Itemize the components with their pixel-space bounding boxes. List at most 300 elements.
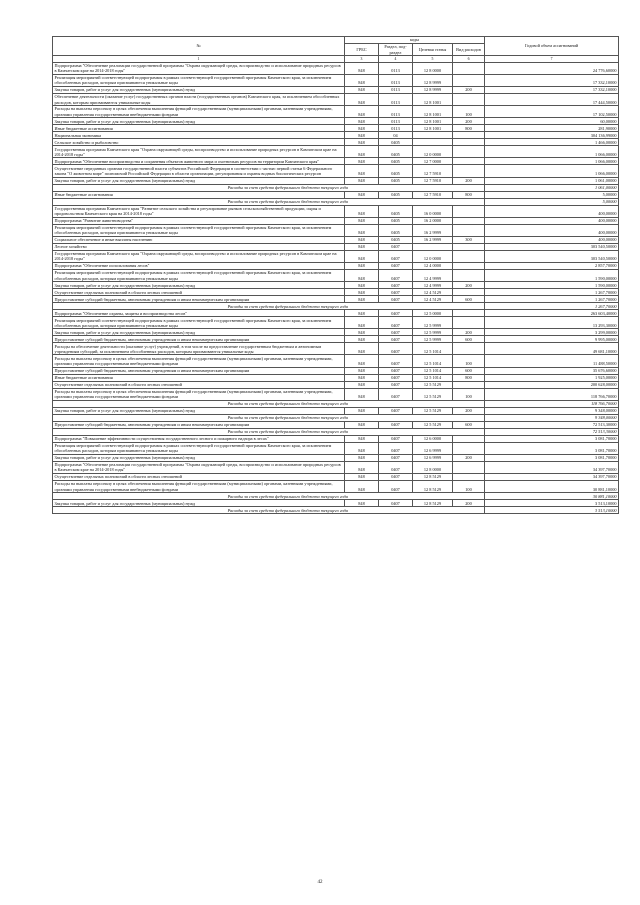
row-razdel: 0407: [379, 282, 413, 289]
row-statya: 12 7 5910: [413, 177, 453, 184]
row-description: Реализация мероприятий соответствующей подпрограммы в рамках соответствующей государственной программы Камчатского края, за исключением обособленных расходов, которым присваиваются уникальные коды: [53, 317, 345, 329]
row-vid: [453, 93, 485, 105]
row-grbs: 848: [345, 442, 379, 454]
row-vid: 800: [453, 191, 485, 198]
row-statya: 12 5 5129: [413, 407, 453, 414]
note-text: Расходы за счет средств федерального бюджета текущего года: [53, 507, 485, 514]
row-statya: 12 5 1014: [413, 343, 453, 355]
row-grbs: 848: [345, 177, 379, 184]
row-description: Закупка товаров, работ и услуг для государственных (муниципальных) нужд: [53, 500, 345, 507]
row-statya: [413, 243, 453, 250]
row-statya: 12 4 5129: [413, 296, 453, 303]
row-grbs: 848: [345, 118, 379, 125]
row-statya: 12 8 0000: [413, 461, 453, 473]
row-statya: [413, 132, 453, 139]
row-vid: 800: [453, 125, 485, 132]
row-vid: 100: [453, 388, 485, 400]
row-vid: 800: [453, 374, 485, 381]
row-razdel: 0407: [379, 310, 413, 317]
column-index: 5: [413, 56, 453, 62]
row-grbs: 848: [345, 329, 379, 336]
table-row: [53, 407, 619, 414]
table-row: [53, 62, 619, 74]
row-description: Подпрограмма "Повышение эффективности осуществления государственного лесного и пожарного надзора в лесах": [53, 435, 345, 442]
row-description: Предоставление субсидий бюджетным, автономным учреждениям и иным некоммерческим организациям: [53, 367, 345, 374]
note-text: Расходы за счет средств федерального бюджета текущего года: [53, 303, 485, 310]
table-body: [53, 62, 619, 514]
row-grbs: 848: [345, 289, 379, 296]
table-row: [53, 263, 619, 270]
row-statya: 12 7 5910: [413, 165, 453, 177]
row-grbs: 848: [345, 374, 379, 381]
row-vid: [453, 310, 485, 317]
row-grbs: 848: [345, 500, 379, 507]
row-description: Реализация мероприятий соответствующей подпрограммы в рамках соответствующей государственной программы Камчатского края, за исключением обособленных расходов, которым присваиваются уникальные коды: [53, 442, 345, 454]
col-header-razdel: Раздел, под-раздел: [379, 43, 413, 55]
table-row: [53, 317, 619, 329]
row-description: Предоставление субсидий бюджетным, автономным учреждениям и иным некоммерческим организациям: [53, 421, 345, 428]
row-statya: [413, 139, 453, 146]
row-grbs: 848: [345, 282, 379, 289]
row-amount: 17 102,50000: [485, 106, 619, 118]
row-amount: 34 397,70000: [485, 474, 619, 481]
row-vid: [453, 289, 485, 296]
table-row: [53, 296, 619, 303]
row-razdel: 0405: [379, 177, 413, 184]
row-description: Иные бюджетные ассигнования: [53, 374, 345, 381]
row-description: Иные бюджетные ассигнования: [53, 125, 345, 132]
row-amount: 35 676,60000: [485, 367, 619, 374]
row-vid: [453, 250, 485, 262]
row-razdel: 0113: [379, 93, 413, 105]
row-razdel: 0407: [379, 481, 413, 493]
row-grbs: 848: [345, 236, 379, 243]
row-vid: 200: [453, 407, 485, 414]
note-amount: 9 348,00000: [485, 414, 619, 421]
row-grbs: 848: [345, 158, 379, 165]
table-row: [53, 367, 619, 374]
row-statya: 12 5 1014: [413, 374, 453, 381]
table-row: [53, 381, 619, 388]
table-row: [53, 461, 619, 473]
row-amount: 400,00000: [485, 217, 619, 224]
row-description: Расходы на выплаты персоналу в целях обеспечения выполнения функций государственными (муниципальными) органами, казенными учреждениями, органами управления государственными внебюджетными фондами: [53, 481, 345, 493]
row-razdel: 0405: [379, 146, 413, 158]
row-amount: 303 540,50000: [485, 243, 619, 250]
row-grbs: 848: [345, 217, 379, 224]
row-vid: [453, 217, 485, 224]
row-grbs: 848: [345, 336, 379, 343]
table-row: [53, 243, 619, 250]
row-grbs: 848: [345, 481, 379, 493]
row-description: Закупка товаров, работ и услуг для государственных (муниципальных) нужд: [53, 407, 345, 414]
col-header-number: №: [53, 37, 345, 56]
row-vid: [453, 132, 485, 139]
row-grbs: 848: [345, 461, 379, 473]
table-row: [53, 388, 619, 400]
row-amount: 30 881,10000: [485, 481, 619, 493]
note-amount: 72 513,30000: [485, 428, 619, 435]
row-statya: 12 4 0000: [413, 263, 453, 270]
row-statya: 12 4 9999: [413, 270, 453, 282]
note-amount: 1 267,70000: [485, 303, 619, 310]
row-grbs: 848: [345, 125, 379, 132]
row-statya: 12 8 1001: [413, 118, 453, 125]
row-description: Государственная программа Камчатского края "Охрана окружающей среды, воспроизводство и использование природных ресурсов в Камчатском крае на 2014-2018 годы": [53, 146, 345, 158]
row-description: Расходы на выплаты персоналу в целях обеспечения выполнения функций государственными (муниципальными) органами, казенными учреждениями, органами управления государственными внебюджетными фондами: [53, 106, 345, 118]
table-row: [53, 217, 619, 224]
table-row: [53, 481, 619, 493]
row-amount: 2 857,70000: [485, 263, 619, 270]
note-text: Расходы за счет средств федерального бюджета текущего года: [53, 198, 485, 205]
row-amount: 400,00000: [485, 224, 619, 236]
row-grbs: 848: [345, 270, 379, 282]
table-row: [53, 106, 619, 118]
row-statya: 12 5 9999: [413, 317, 453, 329]
row-vid: [453, 435, 485, 442]
table-row: [53, 236, 619, 243]
row-description: Закупка товаров, работ и услуг для государственных (муниципальных) нужд: [53, 329, 345, 336]
table-row: [53, 118, 619, 125]
column-index: 6: [453, 56, 485, 62]
row-amount: 60,00000: [485, 118, 619, 125]
row-statya: 12 8 5129: [413, 481, 453, 493]
row-statya: 12 8 1001: [413, 93, 453, 105]
row-description: Закупка товаров, работ и услуг для государственных (муниципальных) нужд: [53, 454, 345, 461]
row-grbs: 848: [345, 250, 379, 262]
row-razdel: 0407: [379, 250, 413, 262]
row-statya: 12 5 1014: [413, 355, 453, 367]
row-vid: [453, 139, 485, 146]
row-grbs: 848: [345, 224, 379, 236]
row-amount: 72 513,30000: [485, 421, 619, 428]
table-row: [53, 270, 619, 282]
row-razdel: 0407: [379, 296, 413, 303]
row-razdel: 0407: [379, 500, 413, 507]
row-vid: 100: [453, 355, 485, 367]
page-number: 42: [317, 880, 323, 885]
row-vid: 100: [453, 106, 485, 118]
row-statya: 12 4 9999: [413, 282, 453, 289]
row-grbs: 848: [345, 407, 379, 414]
row-description: Осуществление отдельных полномочий в области лесных отношений: [53, 289, 345, 296]
row-vid: [453, 205, 485, 217]
row-vid: [453, 165, 485, 177]
row-description: Осуществление отдельных полномочий в области лесных отношений: [53, 381, 345, 388]
note-amount: 3 513,10000: [485, 507, 619, 514]
note-text: Расходы за счет средств федерального бюджета текущего года: [53, 400, 485, 407]
row-description: Расходы на обеспечение деятельности (оказание услуг) учреждений, в том числе на предоставление государственным бюджетным и автономным учреждениям субсидий, за исключением обособленных расходов, которым присваиваются уникальные коды: [53, 343, 345, 355]
row-vid: [453, 74, 485, 86]
row-razdel: 0407: [379, 461, 413, 473]
row-razdel: 0407: [379, 355, 413, 367]
row-amount: 17 444,50000: [485, 93, 619, 105]
row-description: Подпрограмма "Обеспечение реализации государственной программы "Охрана окружающей среды, воспроизводство и использование природных ресурсов в Камчатском крае на 2014-2018 годы": [53, 62, 345, 74]
row-vid: [453, 62, 485, 74]
row-amount: 1 066,00000: [485, 158, 619, 165]
note-amount: 1 061,00000: [485, 184, 619, 191]
row-description: Осуществление переданных органам государственной власти субъектов Российской Федерации в соответствии с частью первой статьи 6 Федерального закона "О животном мире" полномочий Российской Федерации в области организации, регулирования и охраны водных биологических ресурсов: [53, 165, 345, 177]
row-grbs: 848: [345, 132, 379, 139]
row-grbs: 848: [345, 421, 379, 428]
row-amount: 34 397,70000: [485, 461, 619, 473]
row-statya: 12 8 1001: [413, 125, 453, 132]
row-grbs: 848: [345, 381, 379, 388]
row-razdel: 0407: [379, 329, 413, 336]
row-statya: 16 2 0000: [413, 217, 453, 224]
row-razdel: 0405: [379, 224, 413, 236]
row-description: Реализация мероприятий соответствующей подпрограммы в рамках соответствующей государственной программы Камчатского края, за исключением обособленных расходов, которым присваиваются уникальные коды: [53, 270, 345, 282]
row-razdel: 0405: [379, 236, 413, 243]
row-amount: 303 540,50000: [485, 250, 619, 262]
row-grbs: 848: [345, 263, 379, 270]
table-row: [53, 158, 619, 165]
table-row: [53, 177, 619, 184]
row-amount: 400,00000: [485, 236, 619, 243]
row-amount: 5,00000: [485, 191, 619, 198]
row-grbs: 848: [345, 296, 379, 303]
row-description: Государственная программа Камчатского края "Охрана окружающей среды, воспроизводство и использование природных ресурсов в Камчатском крае на 2014-2018 годы": [53, 250, 345, 262]
row-razdel: 0407: [379, 421, 413, 428]
row-razdel: 0405: [379, 191, 413, 198]
column-index: 1: [53, 56, 345, 62]
row-grbs: 848: [345, 310, 379, 317]
row-statya: 12 6 9999: [413, 454, 453, 461]
row-grbs: 848: [345, 435, 379, 442]
table-row: [53, 329, 619, 336]
row-grbs: 848: [345, 191, 379, 198]
row-amount: 1 590,00000: [485, 270, 619, 282]
row-statya: 12 8 9999: [413, 74, 453, 86]
row-razdel: 0113: [379, 74, 413, 86]
row-statya: 12 5 0000: [413, 310, 453, 317]
row-amount: 1 267,70000: [485, 296, 619, 303]
row-vid: [453, 158, 485, 165]
row-vid: [453, 263, 485, 270]
row-grbs: 848: [345, 62, 379, 74]
row-grbs: 848: [345, 165, 379, 177]
col-header-codes: коды: [345, 37, 485, 44]
federal-budget-note-row: [53, 400, 619, 407]
row-statya: 12 0 0000: [413, 146, 453, 158]
row-razdel: 0407: [379, 367, 413, 374]
row-description: Предоставление субсидий бюджетным, автономным учреждениям и иным некоммерческим организациям: [53, 336, 345, 343]
table-row: [53, 205, 619, 217]
row-statya: 16 2 9999: [413, 236, 453, 243]
row-amount: 400,00000: [485, 205, 619, 217]
row-vid: 600: [453, 336, 485, 343]
row-vid: 200: [453, 282, 485, 289]
federal-budget-note-row: [53, 198, 619, 205]
row-razdel: 0407: [379, 435, 413, 442]
table-row: [53, 474, 619, 481]
row-statya: 12 8 0000: [413, 62, 453, 74]
table-row: [53, 191, 619, 198]
row-grbs: 848: [345, 317, 379, 329]
table-row: [53, 289, 619, 296]
note-text: Расходы за счет средств федерального бюджета текущего года: [53, 493, 485, 500]
row-description: Сельское хозяйство и рыболовство: [53, 139, 345, 146]
row-amount: 11 488,50000: [485, 355, 619, 367]
row-amount: 1 061,00000: [485, 177, 619, 184]
row-statya: 12 7 0000: [413, 158, 453, 165]
table-row: [53, 421, 619, 428]
row-grbs: 848: [345, 355, 379, 367]
budget-table: [52, 36, 619, 514]
row-statya: 12 5 9999: [413, 336, 453, 343]
row-vid: [453, 343, 485, 355]
row-vid: 600: [453, 421, 485, 428]
row-razdel: 0407: [379, 442, 413, 454]
row-vid: 600: [453, 367, 485, 374]
row-vid: 200: [453, 500, 485, 507]
table-row: [53, 435, 619, 442]
table-row: [53, 250, 619, 262]
row-vid: [453, 474, 485, 481]
row-vid: [453, 224, 485, 236]
row-amount: 3 299,00000: [485, 329, 619, 336]
row-amount: 3 081,70000: [485, 435, 619, 442]
row-amount: 1 066,00000: [485, 146, 619, 158]
row-statya: 12 8 5129: [413, 474, 453, 481]
row-vid: 200: [453, 329, 485, 336]
row-description: Лесное хозяйство: [53, 243, 345, 250]
row-statya: 12 5 1014: [413, 367, 453, 374]
row-description: Предоставление субсидий бюджетным, автономным учреждениям и иным некоммерческим организациям: [53, 296, 345, 303]
row-amount: 13 293,30000: [485, 317, 619, 329]
row-statya: 12 5 9999: [413, 329, 453, 336]
row-description: Подпрограмма "Обеспечение реализации государственной программы "Охрана окружающей среды, воспроизводство и использование природных ресурсов в Камчатском крае на 2014-2018 годы": [53, 461, 345, 473]
row-razdel: 0405: [379, 139, 413, 146]
row-razdel: 0405: [379, 205, 413, 217]
row-grbs: 848: [345, 146, 379, 158]
row-grbs: 848: [345, 474, 379, 481]
row-statya: 16 0 0000: [413, 205, 453, 217]
row-amount: 1 466,00000: [485, 139, 619, 146]
row-razdel: 0407: [379, 407, 413, 414]
row-razdel: 0407: [379, 270, 413, 282]
row-razdel: 0113: [379, 118, 413, 125]
note-text: Расходы за счет средств федерального бюджета текущего года: [53, 428, 485, 435]
col-header-grbs: ГРБС: [345, 43, 379, 55]
table-header: [53, 37, 619, 63]
table-row: [53, 355, 619, 367]
row-vid: 200: [453, 454, 485, 461]
row-statya: 12 0 0000: [413, 250, 453, 262]
row-grbs: 848: [345, 139, 379, 146]
table-row: [53, 93, 619, 105]
row-amount: 3 513,10000: [485, 500, 619, 507]
row-razdel: 0113: [379, 125, 413, 132]
row-amount: 3 081,70000: [485, 442, 619, 454]
row-statya: 12 5 5129: [413, 388, 453, 400]
row-statya: 12 4 5129: [413, 289, 453, 296]
row-amount: 3 081,70000: [485, 454, 619, 461]
table-row: [53, 165, 619, 177]
row-vid: 100: [453, 481, 485, 493]
row-grbs: 848: [345, 388, 379, 400]
col-header-statya: Целевая статья: [413, 43, 453, 55]
table-row: [53, 454, 619, 461]
row-description: Подпрограмма "Обеспечение использования лесов": [53, 263, 345, 270]
note-amount: 118 766,70000: [485, 400, 619, 407]
row-vid: [453, 317, 485, 329]
row-razdel: 0407: [379, 374, 413, 381]
row-statya: 12 5 5129: [413, 381, 453, 388]
row-vid: 300: [453, 236, 485, 243]
row-description: Обеспечение деятельности (оказание услуг) государственных органов власти (государственных органов) Камчатского края, за исключением обособленных расходов, которым присваиваются уникальные коды: [53, 93, 345, 105]
row-grbs: 848: [345, 74, 379, 86]
note-amount: 30 881,10000: [485, 493, 619, 500]
row-vid: [453, 381, 485, 388]
column-index: 4: [379, 56, 413, 62]
row-razdel: 0113: [379, 86, 413, 93]
table-row: [53, 500, 619, 507]
row-description: Расходы на выплаты персоналу в целях обеспечения выполнения функций государственными (муниципальными) органами, казенными учреждениями, органами управления государственными внебюджетными фондами: [53, 355, 345, 367]
row-razdel: 0113: [379, 62, 413, 74]
table-row: [53, 374, 619, 381]
table-row: [53, 86, 619, 93]
table-row: [53, 74, 619, 86]
row-description: Реализация мероприятий соответствующей подпрограммы в рамках соответствующей государственной программы Камчатского края, за исключением обособленных расходов, которым присваиваются уникальные коды: [53, 74, 345, 86]
row-grbs: 848: [345, 243, 379, 250]
note-amount: 5,00000: [485, 198, 619, 205]
row-razdel: 0407: [379, 263, 413, 270]
budget-table-sheet: [52, 36, 618, 514]
federal-budget-note-row: [53, 507, 619, 514]
row-vid: [453, 461, 485, 473]
row-razdel: 0407: [379, 343, 413, 355]
row-vid: [453, 146, 485, 158]
federal-budget-note-row: [53, 303, 619, 310]
row-description: Закупка товаров, работ и услуг для государственных (муниципальных) нужд: [53, 177, 345, 184]
row-amount: 1 590,00000: [485, 282, 619, 289]
row-amount: 1 267,70000: [485, 289, 619, 296]
row-grbs: 848: [345, 454, 379, 461]
row-description: Закупка товаров, работ и услуг для государственных (муниципальных) нужд: [53, 86, 345, 93]
row-amount: 304 136,99000: [485, 132, 619, 139]
row-vid: 600: [453, 296, 485, 303]
row-grbs: 848: [345, 205, 379, 217]
row-amount: 24 776,60000: [485, 62, 619, 74]
row-razdel: 0405: [379, 217, 413, 224]
table-row: [53, 343, 619, 355]
row-statya: 12 6 0000: [413, 435, 453, 442]
row-description: Закупка товаров, работ и услуг для государственных (муниципальных) нужд: [53, 118, 345, 125]
federal-budget-note-row: [53, 428, 619, 435]
row-statya: 12 8 5129: [413, 500, 453, 507]
row-description: Закупка товаров, работ и услуг для государственных (муниципальных) нужд: [53, 282, 345, 289]
row-razdel: 04: [379, 132, 413, 139]
row-vid: [453, 270, 485, 282]
table-row: [53, 282, 619, 289]
row-description: Осуществление отдельных полномочий в области лесных отношений: [53, 474, 345, 481]
row-description: Государственная программа Камчатского края "Развитие сельского хозяйства и регулирование рынков сельскохозяйственной продукции, сырья и продовольствия Камчатского края на 2014-2018 годы": [53, 205, 345, 217]
row-razdel: 0405: [379, 165, 413, 177]
row-grbs: 848: [345, 367, 379, 374]
row-razdel: 0407: [379, 289, 413, 296]
row-vid: 200: [453, 86, 485, 93]
row-description: Иные бюджетные ассигнования: [53, 191, 345, 198]
row-description: Подпрограмма "Обеспечение охраны, защиты и воспроизводства лесов": [53, 310, 345, 317]
row-statya: 12 5 5129: [413, 421, 453, 428]
row-razdel: 0407: [379, 243, 413, 250]
row-description: Подпрограмма "Обеспечение воспроизводства и сохранения объектов животного мира и охотничьих ресурсов на территории Камчатского края": [53, 158, 345, 165]
table-row: [53, 336, 619, 343]
row-amount: 9 348,00000: [485, 407, 619, 414]
row-statya: 12 7 5910: [413, 191, 453, 198]
table-row: [53, 132, 619, 139]
